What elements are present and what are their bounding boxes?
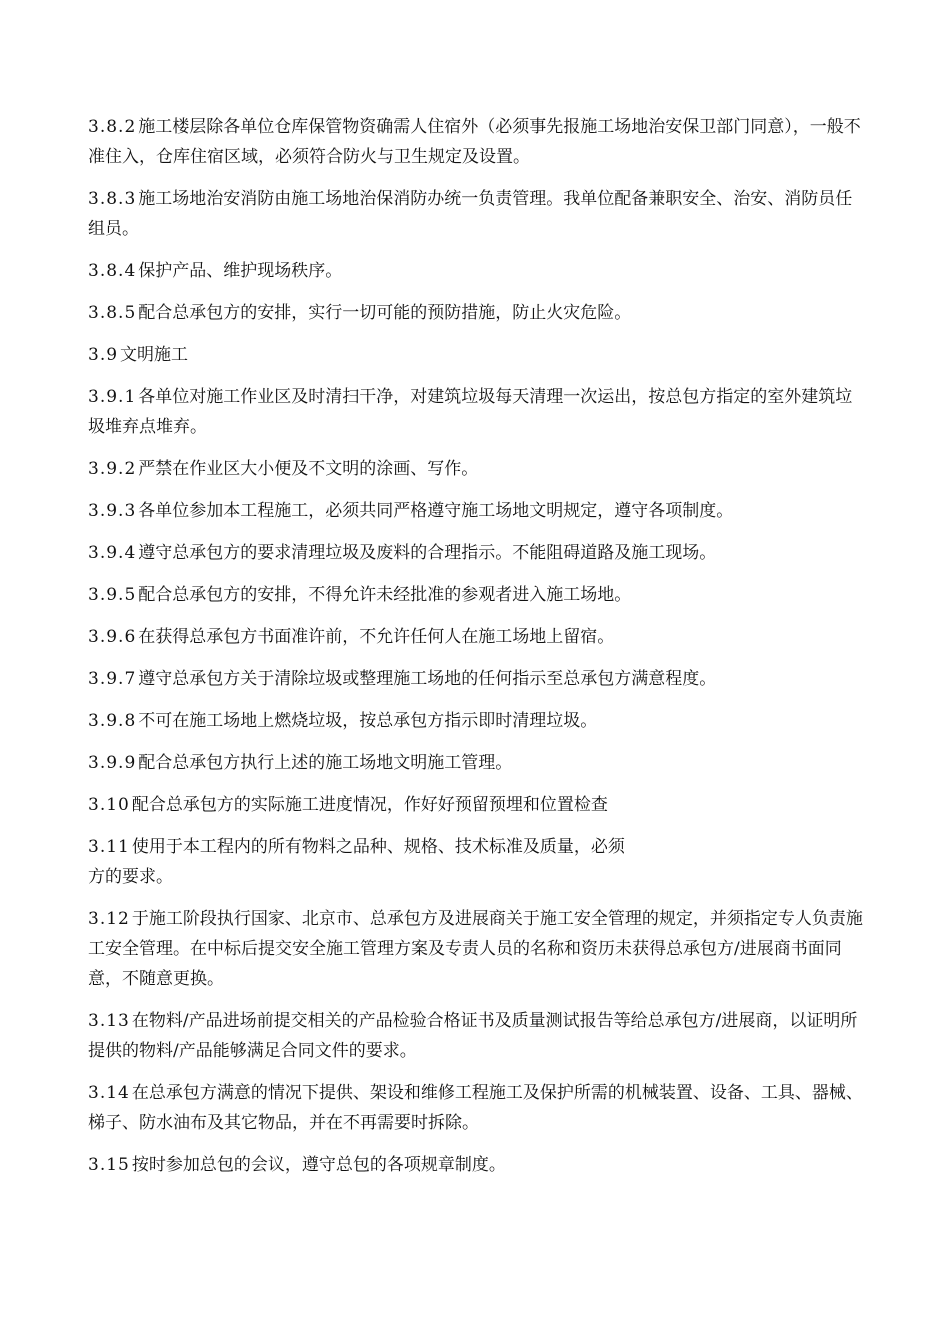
clause-text: 保护产品、维护现场秩序。 <box>138 261 343 281</box>
clause-text: 使用于本工程内的所有物料之品种、规格、技术标准及质量，必须 <box>131 837 625 857</box>
clause-text: 配合总承包方的实际施工进度情况，作好好预留预埋和位置检查 <box>131 795 608 815</box>
paragraph-3-14 <box>88 1078 868 1138</box>
clause-text: 配合总承包方执行上述的施工场地文明施工管理。 <box>138 753 513 773</box>
clause-text: 不可在施工场地上燃烧垃圾，按总承包方指示即时清理垃圾。 <box>138 711 598 731</box>
clause-text: 配合总承包方的安排，不得允许未经批准的参观者进入施工场地。 <box>138 585 632 605</box>
clause-number: 3.9.8 <box>88 711 137 731</box>
paragraph-3-9-7 <box>88 664 868 694</box>
clause-number: 3.9.9 <box>88 753 137 773</box>
paragraph-3-9-4 <box>88 538 868 568</box>
paragraph-3-8-4 <box>88 256 868 286</box>
clause-number: 3.9.6 <box>88 627 137 647</box>
clause-number: 3.9.5 <box>88 585 137 605</box>
section-heading-3-9 <box>88 340 868 370</box>
paragraph-3-13 <box>88 1006 868 1066</box>
clause-text: 于施工阶段执行国家、北京市、总承包方及进展商关于施工安全管理的规定，并须指定专人负责施工安全管理。在中标后提交安全施工管理方案及专责人员的名称和资历未获得总承包方/进展商书面同意，不随意更换。 <box>88 909 863 989</box>
clause-number: 3.8.3 <box>88 189 137 209</box>
paragraph-3-8-2 <box>88 112 868 172</box>
paragraph-3-9-8 <box>88 706 868 736</box>
clause-number: 3.9.2 <box>88 459 137 479</box>
clause-number: 3.13 <box>88 1011 130 1031</box>
clause-text: 各单位参加本工程施工，必须共同严格遵守施工场地文明规定，遵守各项制度。 <box>138 501 734 521</box>
document-body <box>88 112 868 1192</box>
paragraph-3-12 <box>88 904 868 994</box>
paragraph-3-9-9 <box>88 748 868 778</box>
clause-number: 3.15 <box>88 1155 130 1175</box>
clause-text: 在总承包方满意的情况下提供、架设和维修工程施工及保护所需的机械装置、设备、工具、器械、梯子、防水油布及其它物品，并在不再需要时拆除。 <box>88 1083 863 1133</box>
clause-number: 3.9.1 <box>88 387 137 407</box>
section-title: 文明施工 <box>120 345 189 365</box>
clause-text: 遵守总承包方的要求清理垃圾及废料的合理指示。不能阻碍道路及施工现场。 <box>138 543 717 563</box>
paragraph-3-9-1 <box>88 382 868 442</box>
paragraph-3-9-5 <box>88 580 868 610</box>
clause-number: 3.12 <box>88 909 130 929</box>
clause-number: 3.9.4 <box>88 543 137 563</box>
clause-number: 3.11 <box>88 837 130 857</box>
clause-line-truncated <box>88 832 688 862</box>
paragraph-3-9-3 <box>88 496 868 526</box>
section-number: 3.9 <box>88 345 119 365</box>
paragraph-3-8-3 <box>88 184 868 244</box>
clause-text: 严禁在作业区大小便及不文明的涂画、写作。 <box>138 459 479 479</box>
clause-text: 施工楼层除各单位仓库保管物资确需人住宿外（必须事先报施工场地治安保卫部门同意），一般不准住入，仓库住宿区域，必须符合防火与卫生规定及设置。 <box>88 117 861 167</box>
paragraph-3-10 <box>88 790 868 820</box>
clause-number: 3.10 <box>88 795 130 815</box>
paragraph-3-9-2 <box>88 454 868 484</box>
clause-text: 施工场地治安消防由施工场地治保消防办统一负责管理。我单位配备兼职安全、治安、消防员任组员。 <box>88 189 853 239</box>
paragraph-3-9-6 <box>88 622 868 652</box>
clause-text: 按时参加总包的会议，遵守总包的各项规章制度。 <box>131 1155 506 1175</box>
paragraph-3-8-5 <box>88 298 868 328</box>
clause-text: 在获得总承包方书面准许前，不允许任何人在施工场地上留宿。 <box>138 627 615 647</box>
clause-number: 3.8.5 <box>88 303 137 323</box>
clause-text-continuation: 方的要求。 <box>88 867 173 887</box>
paragraph-3-11 <box>88 832 868 892</box>
clause-text: 遵守总承包方关于清除垃圾或整理施工场地的任何指示至总承包方满意程度。 <box>138 669 717 689</box>
clause-number: 3.14 <box>88 1083 130 1103</box>
paragraph-3-15 <box>88 1150 868 1180</box>
clause-text: 配合总承包方的安排，实行一切可能的预防措施，防止火灾危险。 <box>138 303 632 323</box>
clause-text: 各单位对施工作业区及时清扫干净，对建筑垃圾每天清理一次运出，按总包方指定的室外建筑垃圾堆弃点堆弃。 <box>88 387 853 437</box>
clause-number: 3.8.4 <box>88 261 137 281</box>
clause-number: 3.8.2 <box>88 117 137 137</box>
clause-number: 3.9.7 <box>88 669 137 689</box>
clause-text: 在物料/产品进场前提交相关的产品检验合格证书及质量测试报告等给总承包方/进展商，以证明所提供的物料/产品能够满足合同文件的要求。 <box>88 1011 858 1061</box>
clause-number: 3.9.3 <box>88 501 137 521</box>
